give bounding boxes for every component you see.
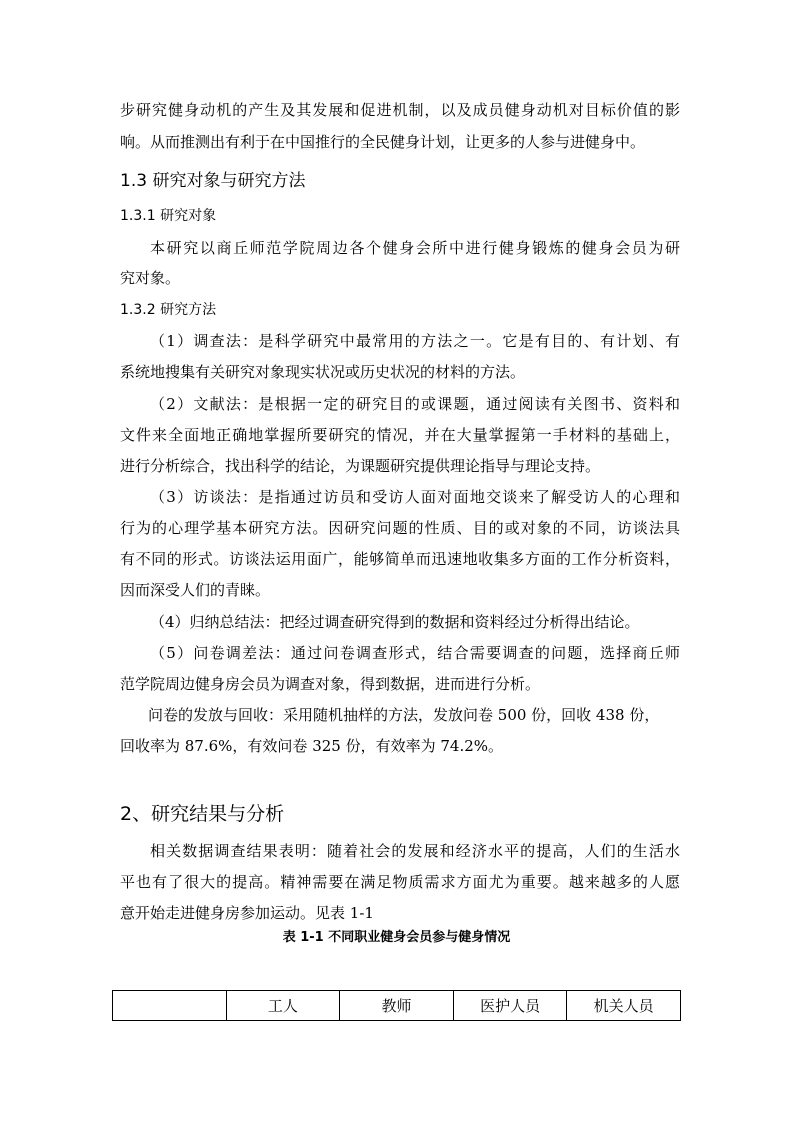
paragraph-line: 究对象。	[120, 269, 181, 287]
method-line: （4）归纳总结法：把经过调查研究得到的数据和资料经过分析得出结论。	[150, 613, 640, 631]
subsection-heading-1-3-2: 1.3.2 研究方法	[120, 302, 217, 318]
method-line: 因而深受人们的青睐。	[120, 581, 271, 599]
method-line: （1）调查法：是科学研究中最常用的方法之一。它是有目的、有计划、有	[150, 332, 680, 350]
method-line: 文件来全面地正确地掌握所要研究的情况，并在大量掌握第一手材料的基础上，	[120, 426, 680, 444]
method-line: 有不同的形式。访谈法运用面广，能够简单而迅速地收集多方面的工作分析资料，	[120, 550, 680, 568]
table-header-cell: 教师	[340, 991, 454, 1021]
table-caption: 表 1-1 不同职业健身会员参与健身情况	[282, 930, 511, 945]
section-heading-1-3: 1.3 研究对象与研究方法	[120, 171, 306, 191]
table-header-cell: 医护人员	[453, 991, 567, 1021]
results-line: 相关数据调查结果表明：随着社会的发展和经济水平的提高，人们的生活水	[150, 842, 680, 860]
questionnaire-line: 问卷的发放与回收：采用随机抽样的方法，发放问卷 500 份，回收 438 份，	[148, 706, 660, 724]
method-line: 范学院周边健身房会员为调查对象，得到数据，进而进行分析。	[120, 675, 541, 693]
table-header-cell	[113, 991, 227, 1021]
method-line: 系统地搜集有关研究对象现实状况或历史状况的材料的方法。	[120, 363, 526, 381]
questionnaire-line: 回收率为 87.6%，有效问卷 325 份，有效率为 74.2%。	[120, 737, 504, 755]
method-line: （3）访谈法：是指通过访员和受访人面对面地交谈来了解受访人的心理和	[150, 488, 680, 506]
method-line: （5）问卷调差法：通过问卷调查形式，结合需要调查的问题，选择商丘师	[150, 644, 680, 662]
paragraph-line: 本研究以商丘师范学院周边各个健身会所中进行健身锻炼的健身会员为研	[150, 239, 680, 257]
results-line: 平也有了很大的提高。精神需要在满足物质需求方面尤为重要。越来越多的人愿	[120, 873, 680, 891]
table-header-cell: 机关人员	[567, 991, 681, 1021]
subsection-heading-1-3-1: 1.3.1 研究对象	[120, 208, 217, 224]
table-header-row	[113, 991, 681, 1021]
section-heading-2: 2、研究结果与分析	[120, 803, 285, 825]
results-line: 意开始走进健身房参加运动。见表 1-1	[120, 904, 374, 922]
occupation-table	[112, 990, 681, 1021]
paragraph-line: 响。从而推测出有利于在中国推行的全民健身计划，让更多的人参与进健身中。	[120, 133, 646, 151]
table-header-cell: 工人	[226, 991, 340, 1021]
paragraph-line: 步研究健身动机的产生及其发展和促进机制，以及成员健身动机对目标价值的影	[120, 101, 680, 119]
method-line: 进行分析综合，找出科学的结论，为课题研究提供理论指导与理论支持。	[120, 457, 601, 475]
method-line: 行为的心理学基本研究方法。因研究问题的性质、目的或对象的不同，访谈法具	[120, 519, 680, 537]
method-line: （2）文献法：是根据一定的研究目的或课题，通过阅读有关图书、资料和	[150, 395, 680, 413]
